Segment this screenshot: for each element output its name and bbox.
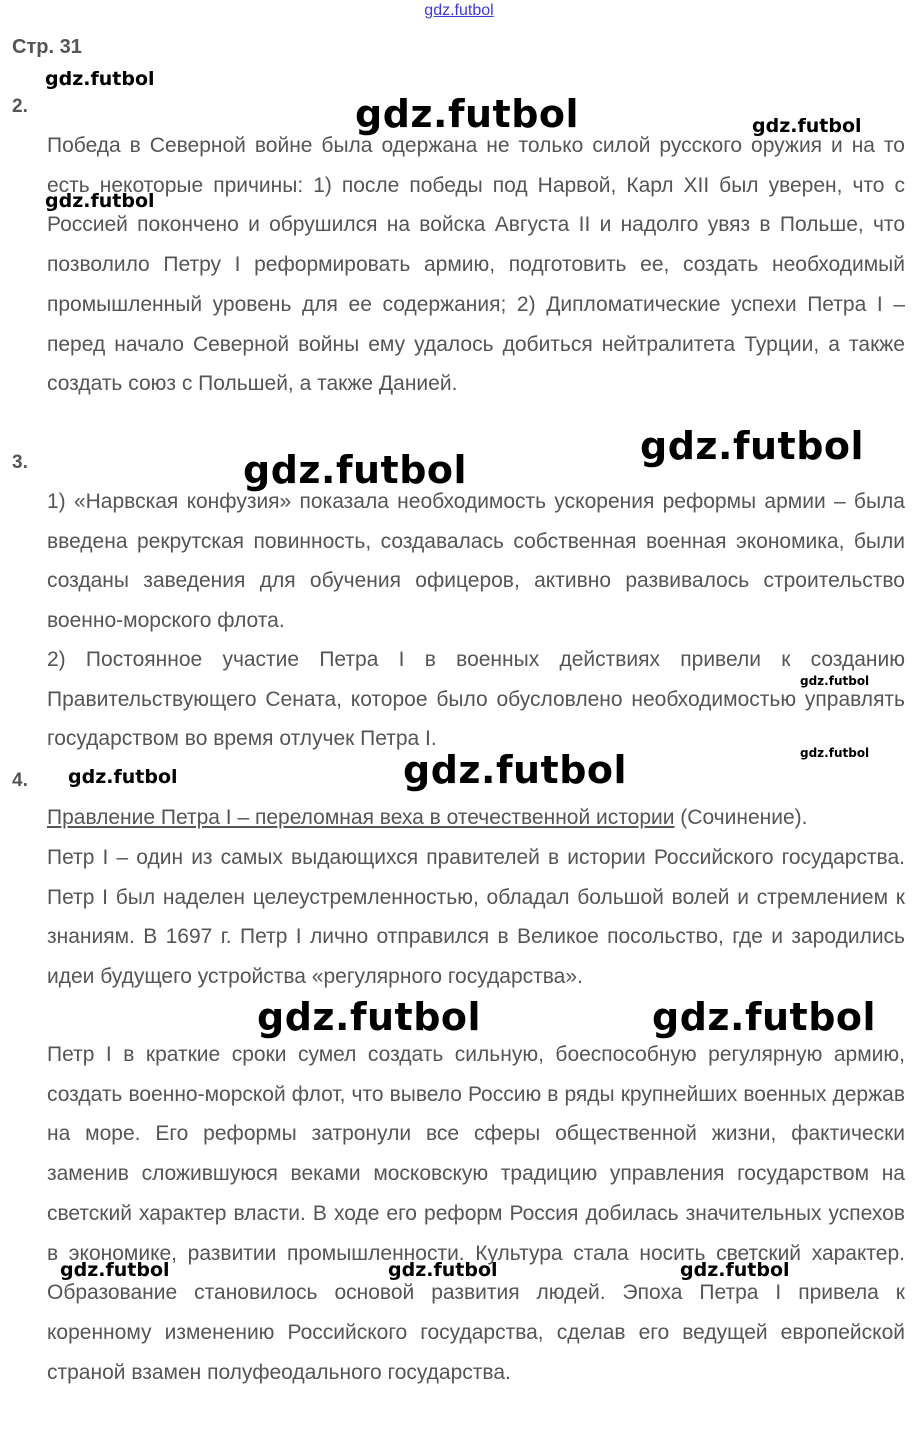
watermark: gdz.futbol (68, 766, 178, 788)
watermark: gdz.futbol (388, 1259, 498, 1281)
watermark: gdz.futbol (403, 748, 628, 792)
watermark: gdz.futbol (652, 995, 877, 1039)
watermark: gdz.futbol (355, 92, 580, 136)
essay-note: (Сочинение). (674, 806, 808, 829)
section-number-4: 4. (12, 770, 28, 791)
watermark-top-link[interactable]: gdz.futbol (424, 2, 494, 19)
watermark: gdz.futbol (752, 115, 862, 137)
section-number-2: 2. (12, 96, 28, 117)
section-2-paragraph-1: Победа в Северной войне была одержана не только силой русского оружия и на то есть некоторые причины: 1) после победы под Нарвой, Карл XII был уверен, что с Россией покончено и обрушился на войска Августа II и надолго увяз в Польше, что позволило Петру I реформировать армию, подготовить ее, создать необходимый промышленный уровень для ее содержания; 2) Дипломатические успехи Петра I – перед начало Северной войны ему удалось добиться нейтралитета Турции, а также создать союз с Польшей, а также Данией. (47, 134, 905, 396)
section-3-paragraph-2: 2) Постоянное участие Петра I в военных действиях привели к созданию Правительствующего Сената, которое было обусловлено необходимостью управлять государством во время отлучек Петра I. (47, 648, 905, 751)
essay-heading (47, 798, 905, 838)
watermark: gdz.futbol (680, 1259, 790, 1281)
watermark: gdz.futbol (800, 674, 870, 688)
section-3-paragraph-1: 1) «Нарвская конфузия» показала необходимость ускорения реформы армии – была введена рекрутская повинность, создавалась собственная военная экономика, были созданы заведения для обучения офицеров, активно развивалось строительство военно-морского флота. (47, 490, 905, 633)
essay-title: Правление Петра I – переломная веха в отечественной истории (47, 806, 675, 829)
watermark: gdz.futbol (60, 1259, 170, 1281)
watermark: gdz.futbol (257, 995, 482, 1039)
section-4-paragraph-1: Петр I – один из самых выдающихся правителей в истории Российского государства. Петр I был наделен целеустремленностью, обладал большой волей и стремлением к знаниям. В 1697 г. Петр I лично отправился в Великое посольство, где и зародились идеи будущего устройства «регулярного государства». (47, 846, 905, 989)
section-number-3: 3. (12, 452, 28, 473)
page-label: Стр. 31 (12, 36, 82, 58)
watermark: gdz.futbol (243, 448, 468, 492)
watermark: gdz.futbol (45, 190, 155, 212)
section-4-paragraph-2: Петр I в краткие сроки сумел создать сильную, боеспособную регулярную армию, создать военно-морской флот, что вывело Россию в ряды крупнейших военных держав на море. Его реформы затронули все сферы общественной жизни, фактически заменив сложившуюся веками московскую традицию управления государством на светский характер власти. В ходе его реформ Россия добилась значительных успехов в экономике, развитии промышленности. Культура стала носить светский характер. Образование становилось основой развития людей. Эпоха Петра I привела к коренному изменению Российского государства, сделав его ведущей европейской страной взамен полуфеодального государства. (47, 1043, 905, 1384)
watermark: gdz.futbol (640, 424, 865, 468)
watermark: gdz.futbol (45, 68, 155, 90)
watermark: gdz.futbol (800, 746, 870, 760)
